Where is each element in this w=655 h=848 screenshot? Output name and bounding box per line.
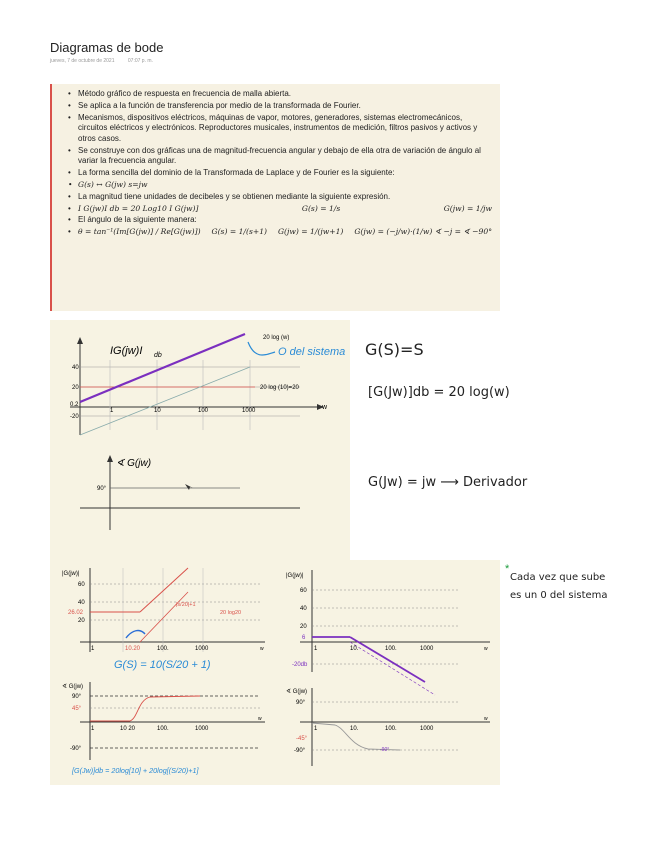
formula-theta: • θ = tan⁻¹(Im[G(jw)] / Re[G(jw)]) <box>78 227 201 237</box>
tick: 100. <box>157 646 169 652</box>
note-time: 07:07 p. m. <box>127 58 153 64</box>
slide-bullets <box>50 84 500 311</box>
mag-sub: db <box>154 352 162 359</box>
bode-plot-grid <box>50 560 500 785</box>
cursor-icon <box>185 484 193 490</box>
list-item: • El ángulo de la siguiente manera: <box>68 215 492 225</box>
ylabel: ∢ G(jw) <box>286 689 308 695</box>
page-title: Diagramas de bode <box>50 40 164 55</box>
tick-y-20: 20 <box>72 385 79 391</box>
bullet-list <box>52 84 500 238</box>
tick: 10.20 <box>125 646 141 652</box>
list-item: • Método gráfico de respuesta en frecuencia de malla abierta. <box>68 89 492 99</box>
formula-gjw: G(jw) = 1/jw <box>443 203 492 213</box>
arrow-up-icon <box>107 455 113 462</box>
tick: 1000 <box>420 726 434 732</box>
handwriting-note-1: Cada vez que sube <box>510 572 606 583</box>
tick: 1 <box>91 646 95 652</box>
tick-y-0: 0.2 <box>70 402 79 408</box>
handwriting-gs: G(S)=S <box>365 340 424 359</box>
ylabel: ∢ G(jw) <box>62 684 84 690</box>
note-date: jueves, 7 de octubre de 2021 <box>50 58 115 64</box>
list-item: • La magnitud tiene unidades de decibeles y se obtienen mediante la siguiente expresión. <box>68 192 492 202</box>
tick: 10. <box>350 646 359 652</box>
axis-w: w <box>258 716 262 722</box>
list-item <box>68 204 492 214</box>
tick: 1 <box>91 726 95 732</box>
asymptote-line <box>80 367 250 435</box>
tick-y-40: 40 <box>72 365 79 371</box>
handwriting-note-2: es un 0 del sistema <box>510 590 608 601</box>
tick: 20 <box>78 618 85 624</box>
tick: 90° <box>72 694 82 700</box>
ylabel: |G(jw)| <box>286 573 304 579</box>
tick: 10. <box>350 726 359 732</box>
tick-x-10: 10 <box>154 408 161 414</box>
const-label: 20 log (10)=20 <box>260 385 299 391</box>
tick: 20 <box>300 624 307 630</box>
tick-x-1: 1 <box>110 408 114 414</box>
magnitude-line <box>80 334 245 402</box>
list-item: • Se construye con dos gráficas una de magnitud-frecuencia angular y debajo de ella otra de variación de ángulo al variar la frecuencia angular. <box>68 146 492 167</box>
tick: 1000 <box>195 646 209 652</box>
list-item: • G(s) ↔ G(jw) s=jw <box>68 180 492 190</box>
tick-x-1000: 1000 <box>242 408 256 414</box>
handwriting-db: [G(Jw)]db = 20 log(w) <box>368 385 510 400</box>
tick: -45° <box>296 736 308 742</box>
star-icon: * <box>505 563 510 575</box>
axis-w: w <box>484 646 488 652</box>
axis-w: w <box>260 646 264 652</box>
tick: 90° <box>296 700 306 706</box>
tick: 100. <box>157 726 169 732</box>
tick: 1000 <box>420 646 434 652</box>
tick: 45° <box>72 706 82 712</box>
annotation-zero: O del sistema <box>278 346 346 358</box>
list-item: • Mecanismos, dispositivos eléctricos, máquinas de vapor, motores, generadores, sistemas electromecánicos, circuitos eléctricos y electrónicos. Reproductores musicales, instrumentos de medición, filtros pasivos y activos y otros casos. <box>68 113 492 144</box>
tick: 1 <box>314 726 318 732</box>
ylabel: |G(jw)| <box>62 571 80 577</box>
right-magnitude-plot <box>286 570 490 695</box>
list-item <box>68 227 492 237</box>
blue-equation: G(S) = 10(S/20 + 1) <box>114 659 211 671</box>
note-meta <box>50 58 165 64</box>
tick: 100. <box>385 726 397 732</box>
tick: 1 <box>314 646 318 652</box>
tick-y-neg20: -20 <box>70 414 79 420</box>
tick: 100. <box>385 646 397 652</box>
list-item: • La forma sencilla del dominio de la Transformada de Laplace y de Fourier es la siguiente: <box>68 168 492 178</box>
phase-value: 90° <box>97 486 107 492</box>
axis-w: w <box>484 716 488 722</box>
tick: -20db <box>292 662 308 668</box>
line-label: |s/20|+1 <box>176 602 196 608</box>
tick: 60 <box>300 588 307 594</box>
tick: -90° <box>294 748 306 754</box>
tick: 40 <box>78 600 85 606</box>
formula-gs: G(s) = 1/s <box>301 203 341 213</box>
list-item: • Se aplica a la función de transferencia por medio de la transformada de Fourier. <box>68 101 492 111</box>
arrow-up-icon <box>77 337 83 344</box>
phase-label: ∢ G(jw) <box>116 458 152 469</box>
tick: -90° <box>70 746 82 752</box>
phase-value: -90° <box>380 747 390 753</box>
right-phase-plot <box>286 688 490 766</box>
const-label: 20 log20 <box>220 610 242 616</box>
line-label: 20 log (w) <box>263 335 290 341</box>
annotation-arrow <box>248 342 275 355</box>
left-magnitude-plot <box>62 568 265 671</box>
axis-w: w <box>322 404 328 411</box>
left-phase-plot <box>62 682 265 775</box>
tick: 6 <box>302 635 306 641</box>
tick: 26.02 <box>68 610 84 616</box>
formula-db: • I G(jw)I db = 20 Log10 I G(jw)] <box>78 203 199 213</box>
tick-x-100: 100 <box>198 408 209 414</box>
tick: 10 20 <box>120 726 136 732</box>
tick: 60 <box>78 582 85 588</box>
bode-plot-derivative <box>50 320 350 560</box>
formula-gs2: G(s) = 1/(s+1) <box>211 227 268 237</box>
tick: 40 <box>300 606 307 612</box>
tick: 1000 <box>195 726 209 732</box>
formula-angle: G(jw) = (−j/w)·(1/w) ∢ −j = ∢ −90° <box>354 227 492 237</box>
formula-gjw2: G(jw) = 1/(jw+1) <box>277 227 344 237</box>
handwriting-derivador: G(Jw) = jw ⟶ Derivador <box>368 475 528 490</box>
blue-equation: [G(Jw)]db = 20log[10] + 20log[(S/20)+1] <box>72 766 199 775</box>
mag-label: IG(jw)I <box>110 345 143 357</box>
